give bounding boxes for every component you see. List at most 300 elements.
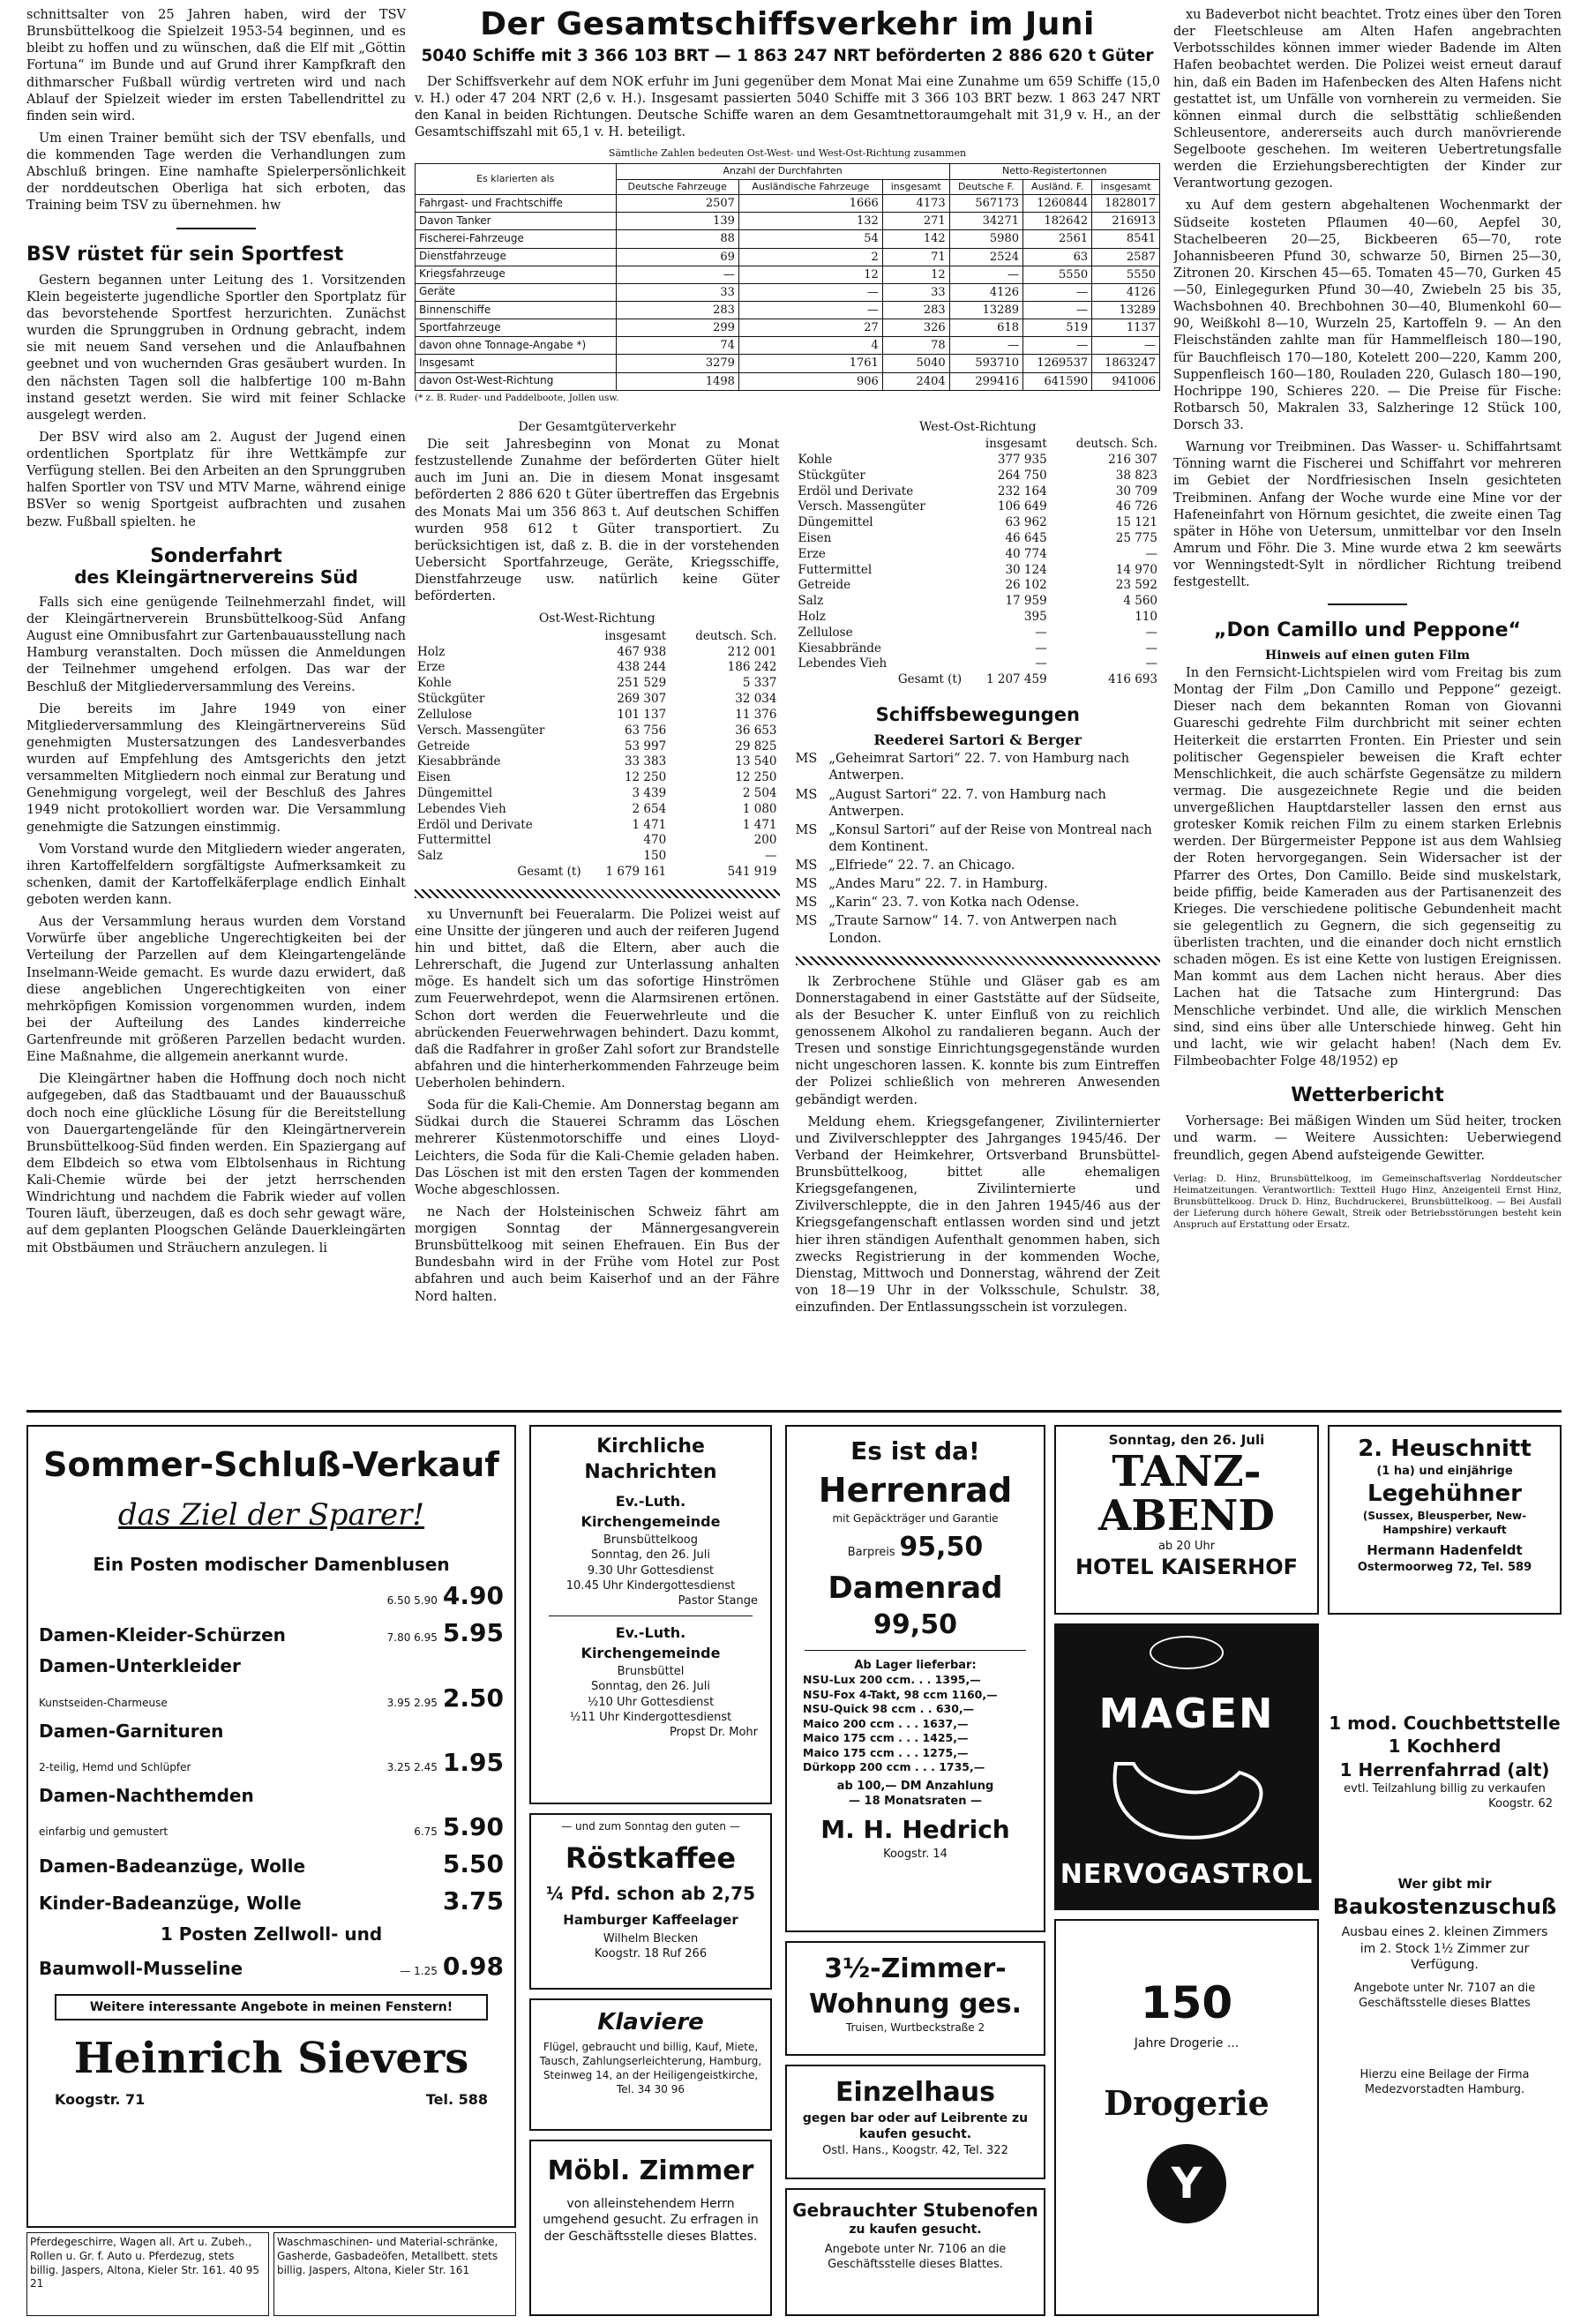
- table-header: insgesamt: [882, 179, 949, 195]
- new-price: 0.98: [442, 1951, 504, 1981]
- ship-text: „Andes Maru“ 22. 7. in Hamburg.: [828, 877, 1048, 892]
- row-label: Salz: [417, 849, 443, 864]
- ad-text: Ausbau eines 2. kleinen Zimmers im 2. Stock 1½ Zimmer zur Verfügung.: [1341, 1925, 1548, 1973]
- table-cell: 283: [616, 301, 738, 319]
- table-cell: 186 242: [727, 660, 777, 675]
- ad-price: ¼ Pfd. schon ab 2,75: [546, 1883, 755, 1905]
- ad-title-2: Damenrad: [828, 1570, 1003, 1606]
- old-price: 3.25 2.45: [386, 1761, 438, 1774]
- ad-moebliertes-zimmer: [529, 2140, 772, 2316]
- ad-item: Damen-Unterkleider: [39, 1655, 241, 1677]
- row-label: Stückgüter: [417, 692, 485, 707]
- ad-firm: Drogerie: [1104, 2083, 1270, 2124]
- headline-camillo: „Don Camillo und Peppone“: [1214, 619, 1521, 642]
- table-cell: 13289: [1092, 301, 1160, 319]
- ad-title: Einzelhaus: [835, 2077, 996, 2108]
- ad-item: 1 Posten Zellwoll- und: [160, 1923, 383, 1945]
- ad-line: 9.30 Uhr Gottesdienst: [587, 1563, 715, 1578]
- table-cell: 283: [882, 301, 949, 319]
- ad-line: ab 20 Uhr: [1157, 1539, 1216, 1553]
- table-cell: 470: [643, 833, 667, 848]
- ad-line: evtl. Teilzahlung billig zu verkaufen: [1344, 1782, 1546, 1796]
- ad-line: 1 Herrenfahrrad (alt): [1339, 1758, 1550, 1780]
- ad-text: Jahre Drogerie ...: [1134, 2036, 1240, 2050]
- ad-owner: Wilhelm Blecken: [603, 1932, 699, 1946]
- table-cell: 5 337: [742, 676, 777, 691]
- ad-line: (Sussex, Bleusperber, New-Hampshire) verkauft: [1362, 1509, 1527, 1536]
- row-label: Insgesamt: [416, 355, 617, 372]
- table-cell: 40 774: [1005, 546, 1047, 561]
- ad-line: Brunsbüttel: [617, 1665, 685, 1679]
- ship-text: „Elfriede“ 22. 7. an Chicago.: [828, 858, 1015, 873]
- table-cell: 12 250: [624, 770, 667, 785]
- ship-text: „Karin“ 23. 7. von Kotka nach Odense.: [828, 896, 1080, 911]
- table-row: [796, 547, 1161, 563]
- table-cell: 23 592: [1115, 578, 1157, 593]
- table-cell: 299416: [949, 372, 1022, 390]
- ad-title-2: Wohnung ges.: [808, 1988, 1022, 2020]
- table-row: [796, 594, 1161, 610]
- table-cell: —: [1023, 337, 1092, 355]
- ad-title-2: Legehühner: [1367, 1481, 1522, 1508]
- ad-line: Sonntag, den 26. Juli: [591, 1680, 710, 1694]
- bike-item: NSU-Fox 4-Takt, 98 ccm 1160,—: [803, 1687, 998, 1701]
- row-label: Holz: [798, 610, 826, 625]
- new-price: 4.90: [442, 1581, 504, 1611]
- table-cell: 63 962: [1005, 515, 1047, 530]
- table-cell: 1 471: [742, 817, 777, 832]
- row-label: Lebendes Vieh: [798, 656, 888, 671]
- table-row: [796, 469, 1161, 484]
- ad-text: Hierzu eine Beilage der Firma Medezvorstadten Hamburg.: [1360, 2068, 1530, 2097]
- bike-list: [787, 1673, 1044, 1775]
- table-row: [796, 531, 1161, 547]
- table-row: [416, 230, 1160, 248]
- table-cell: 32 034: [735, 692, 777, 707]
- new-price: 2.50: [442, 1683, 504, 1713]
- ad-title-2: ABEND: [1098, 1491, 1275, 1541]
- table-cell: 200: [753, 833, 777, 848]
- article-text: Aus der Versammlung heraus wurden dem Vorstand Vorwürfe über angebliche Ungerechtigkeiten bei der Verteilung der Parzellen auf dem Kleingartengelände Inselmann-Weide gemacht. Es wurde dazu erwidert, daß diese angeblichen Ungerechtigkeiten von einer mehrköpfigen Komission vorgenommen wurden, indem bei der Aufteilung des Landes kinderreiche Gartenfreunde mit größeren Parzellen bedacht wurden. Eine Maßnahme, die allgemein anerkannt wurde.: [26, 915, 406, 1065]
- table-row: [415, 802, 780, 818]
- subheadline-ost-west: Ost-West-Richtung: [538, 611, 655, 626]
- ship-prefix: MS: [795, 822, 818, 837]
- ad-nervogastrol: [1054, 1623, 1319, 1910]
- table-cell: 4126: [949, 283, 1022, 301]
- table-row: [415, 660, 780, 676]
- weather-text: Vorhersage: Bei mäßigen Winden um Süd heiter, trocken und warm. — Weitere Aussichten: Ueberwiegend freundlich, gegen Abend aufsteigende Gewitter.: [1173, 1114, 1562, 1163]
- table-cell: —: [1023, 283, 1092, 301]
- table-cell: 1863247: [1092, 355, 1160, 372]
- table-cell: 2 654: [632, 801, 667, 816]
- table-cell: 46 726: [1115, 499, 1157, 514]
- row-label: Gesamt (t): [517, 865, 581, 879]
- table-cell: 395: [1023, 610, 1047, 625]
- table-cell: 593710: [949, 355, 1022, 372]
- table-cell: —: [1145, 641, 1157, 656]
- price-row: [28, 1720, 514, 1743]
- row-label: Binnenschiffe: [416, 301, 617, 319]
- price-row: [28, 1654, 514, 1677]
- ad-title: TANZ-: [1112, 1446, 1262, 1496]
- table-row: [796, 499, 1161, 515]
- ad-line: Ab Lager lieferbar:: [854, 1659, 977, 1672]
- ad-roestkaffee: [529, 1813, 772, 1990]
- table-row: [415, 676, 780, 692]
- lead-text: Der Schiffsverkehr auf dem NOK erfuhr im Juni gegenüber dem Monat Mai eine Zunahme um 659 Schiffe (15,0 v. H.) oder 47 204 NRT (2,6 v. H.). Insgesamt passierten 5040 Schiffe mit 3 366 103 BRT bezw. 1 863 247 NRT den Kanal in beiden Richtungen. Deutsche Schiffe waren an dem Gesamtnettoraumgehalt mit 31,9 v. H., an der Gesamtschiffszahl mit 65,1 v. H. beteiligt.: [415, 75, 1160, 140]
- table-row: [796, 484, 1161, 500]
- table-cell: —: [1092, 337, 1160, 355]
- headline-bsv: BSV rüstet für sein Sportfest: [26, 243, 344, 266]
- ad-tanzabend: [1054, 1425, 1319, 1615]
- row-label: Kohle: [417, 676, 452, 691]
- ad-title: 2. Heuschnitt: [1358, 1436, 1532, 1462]
- ad-item: Damen-Badeanzüge, Wolle: [39, 1855, 306, 1878]
- table-cell: 88: [616, 230, 738, 248]
- ad-waschmaschinen: [273, 2232, 516, 2316]
- table-cell: 1 080: [742, 801, 777, 816]
- table-header: deutsch. Sch.: [1075, 437, 1157, 452]
- row-label: Kiesabbrände: [798, 641, 881, 656]
- table-cell: 101 137: [617, 707, 667, 722]
- traffic-table: [415, 163, 1160, 391]
- ship-text: „Konsul Sartori“ auf der Reise von Montreal nach dem Kontinent.: [828, 822, 1152, 854]
- row-label: Zellulose: [417, 707, 473, 722]
- ad-title: Klaviere: [597, 2009, 704, 2035]
- ornament-divider: [415, 889, 780, 898]
- ad-firm: Heinrich Sievers: [73, 2034, 469, 2084]
- table-cell: 271: [882, 213, 949, 230]
- ad-title: MAGEN: [1098, 1690, 1275, 1737]
- price-row: [28, 1811, 514, 1844]
- table-cell: 142: [882, 230, 949, 248]
- table-row: [416, 266, 1160, 283]
- ad-address: Ostl. Hans., Koogstr. 42, Tel. 322: [822, 2143, 1008, 2157]
- bike-item: NSU-Lux 200 ccm. . . 1395,—: [803, 1673, 981, 1687]
- table-cell: 38 823: [1115, 468, 1157, 483]
- ad-herrenrad: [785, 1425, 1045, 1932]
- table-row: [415, 645, 780, 661]
- table-cell: —: [1023, 301, 1092, 319]
- ad-subtitle: das Ziel der Sparer!: [117, 1497, 425, 1533]
- ad-line: Sonntag, den 26. Juli: [1108, 1432, 1265, 1448]
- table-cell: 567173: [949, 195, 1022, 213]
- subcol-right: [796, 414, 1161, 1323]
- row-label: Erdöl und Derivate: [798, 484, 914, 499]
- table-cell: 618: [949, 319, 1022, 337]
- imprint: Verlag: D. Hinz, Brunsbüttelkoog, im Gemeinschaftsverlag Norddeutscher Heimatzeitungen. Verantwortlich: Textteil Hugo Hinz, Anzeigenteil Ernst Hinz, Brunsbüttelkoog. Druck D. Hinz, Buchdruckerei, Brunsbüttelkoog. — Bei Ausfall der Lieferung durch höhere Gewalt, Streik oder Betriebsstörungen besteht kein Anspruch auf Erstattung oder Ersatz.: [1173, 1173, 1562, 1231]
- table-cell: 71: [882, 248, 949, 266]
- table-cell: —: [1035, 625, 1047, 640]
- old-price: 6.75: [414, 1825, 438, 1839]
- table-cell: 2587: [1092, 248, 1160, 266]
- table-cell: —: [1145, 625, 1157, 640]
- west-ost-table: [796, 437, 1161, 688]
- price-row: [28, 1747, 514, 1780]
- ad-brand: NERVOGASTROL: [1060, 1858, 1314, 1890]
- table-cell: 63: [1023, 248, 1092, 266]
- table-cell: 1666: [738, 195, 882, 213]
- article-text: lk Zerbrochene Stühle und Gläser gab es am Donnerstagabend in einer Gaststätte auf der Südseite, als der Besucher K. unter Einfluß von zu reichlich genossenem Alkohol zu randalieren begann. Auch der Tresen und sonstige Einrichtungsgegenstände wurden nicht ungeschoren lassen. K. konnte bis zum Eintreffen der Polizei schließlich von mehreren Anwesenden gebändigt werden.: [795, 974, 1160, 1107]
- table-cell: 416 693: [1108, 672, 1157, 687]
- table-cell: 110: [1135, 610, 1157, 625]
- price-row: [28, 1885, 514, 1918]
- ship-text: „Traute Sarnow“ 14. 7. von Antwerpen nach London.: [828, 914, 1117, 946]
- table-cell: 438 244: [617, 660, 667, 675]
- ost-west-table: [415, 629, 780, 881]
- table-cell: —: [616, 266, 738, 283]
- table-row: [416, 337, 1160, 355]
- row-label: Futtermittel: [798, 562, 873, 577]
- table-cell: 326: [882, 319, 949, 337]
- table-row: [415, 818, 780, 834]
- ship-prefix: MS: [795, 858, 818, 873]
- article-text: Soda für die Kali-Chemie. Am Donnerstag begann am Südkai durch die Stauerei Schramm das Löschen mehrerer Küstenmotorschiffe und eines Lloyd-Leichters, die Soda für die Kali-Chemie geladen haben. Das Löschen ist mit den ersten Tagen der kommenden Woche abgeschlossen.: [415, 1098, 780, 1197]
- table-cell: 106 649: [997, 499, 1047, 514]
- table-cell: 132: [738, 213, 882, 230]
- ad-label: Barpreis: [847, 1545, 895, 1559]
- article-text: xu Unvernunft bei Feueralarm. Die Polizei weist auf eine Unsitte der jüngeren und auch der reiferen Jugend hin und bittet, daß die Eltern, aber auch die Lehrerschaft, die Jugend zur Unterlassung anhalten möge. Es handelt sich um das sofortige Hinströmen zum Feuerwehrdepot, wenn die Alarmsirenen ertönen. Schon dort werden die Feuerwehrleute und die abrückenden Feuerwehrwagen behindert. Dazu kommt, daß die Radfahrer in großer Zahl sofort zur Brandstelle abfahren und die hinterherkommenden Fahrzeuge beim Ueberholen behindern.: [415, 907, 780, 1091]
- table-row: [796, 641, 1161, 657]
- price-row: [28, 1848, 514, 1881]
- table-row: [415, 739, 780, 755]
- table-header: deutsch. Sch.: [695, 628, 777, 643]
- table-cell: 1 471: [632, 817, 667, 832]
- ad-firm: Hermann Hadenfeldt: [1367, 1542, 1523, 1559]
- ad-line: Pastor Stange: [678, 1593, 758, 1608]
- table-header: insgesamt: [604, 628, 667, 643]
- ship-prefix: MS: [795, 877, 818, 892]
- table-cell: 216913: [1092, 213, 1160, 230]
- row-label: Holz: [417, 644, 446, 659]
- table-cell: 54: [738, 230, 882, 248]
- article-text: In den Fernsicht-Lichtspielen wird vom Freitag bis zum Montag der Film „Don Camillo und Peppone“ gezeigt. Dieser nach dem bekannten Roman von Giovanni Guareschi gedrehte Film durchbricht mit seiner echten Heiterkeit die erstarrten Fronten. Ein Priester und sein politischer Gegenspieler beweisen die Kraft echter Menschlichkeit, die auch schärfste Gegensätze zu mildern vermag. Die ausgezeichnete Regie und die beiden unvergeßlichen Hauptdarsteller lassen den ernst aus grotesker Komik reichen Film zu einem starken Erlebnis werden. Der Bürgermeister Peppone ist aus dem Wahlsieg der Roten hervorgegangen. Sein Widersacher ist der Pfarrer des Ortes, Don Camillo. Beide sind muskelstark, beide pfiffig, beide Kameraden aus der Partisanenzeit des Krieges. Die verschiedene politische Gebundenheit macht sie gelegentlich zu Gegnern, die sich gegenseitig zu überlisten trachten, und die einander doch nicht ernstlich schaden mögen. Es ist eine Kette von lustigen Ereignissen. Man kommt aus dem Lachen nicht heraus. Aber dies Lachen hat die Tatsache zum Hintergrund: Das Menschliche verbindet. Und alle, die wirklich Menschen sind, sind eins über alle Unterschiede hinweg. Geht hin und lacht, wie wir gelacht haben! (Nach dem Ev. Filmbeobachter Folge 48/1952) ep: [1173, 666, 1562, 1068]
- table-cell: 26 102: [1005, 578, 1047, 593]
- subheadline-gueterverkehr: Der Gesamtgüterverkehr: [518, 419, 676, 434]
- table-row: [796, 563, 1161, 579]
- ad-text: Waschmaschinen- und Material-schränke, Gasherde, Gasbadeöfen, Metallbett. stets billig. Jaspers, Altona, Kieler Str. 161: [277, 2236, 498, 2276]
- ad-address: Ostermoorweg 72, Tel. 589: [1357, 1561, 1532, 1575]
- separator: [176, 228, 256, 229]
- article-text: Der BSV wird also am 2. August der Jugend einen ordentlichen Sportplatz für ihre Wettkämpfe zur Verfügung stellen. Bei den Arbeiten an den Sprunggruben halfen Sportler von TSV und MTV Marne, während einige BSVer so wenig Sportgeist aufbrachten und zusahen bezw. Fußball spielten. he: [26, 430, 406, 529]
- article-text: Um einen Trainer bemüht sich der TSV ebenfalls, und die kommenden Tage werden die Verhandlungen zum Abschluß bringen. Eine namhafte Spielerpersönlichkeit der norddeutschen Oberliga hat sich erboten, das Training beim TSV zu übernehmen. hw: [26, 131, 406, 214]
- table-cell: 519: [1023, 319, 1092, 337]
- center-subcolumns: [415, 414, 1160, 1323]
- ship-item: [796, 751, 1161, 784]
- ad-address: Truisen, Wurtbeckstraße 2: [845, 2021, 985, 2035]
- table-cell: 4: [738, 337, 882, 355]
- price-row: [28, 1617, 514, 1650]
- ad-item: Damen-Garnituren: [39, 1720, 224, 1742]
- article-text: Warnung vor Treibminen. Das Wasser- u. Schiffahrtsamt Tönning warnt die Fischerei und Schiffahrt vor mehreren im Gebiet der Nordfriesischen Inseln gesichteten Treibminen. Anfang der Woche wurde eine Mine vor der Hafeneinfahrt von Hörnum gesichtet, die zweite einen Tag später in Höhe von Uetersum, unmittelbar vor den Inseln Amrum und Föhr. Die 3. Mine wurde etwa 2 km seewärts vor Wenningstedt-Sylt in nördlicher Richtung treibend festgestellt.: [1173, 440, 1562, 590]
- table-row: [416, 372, 1160, 390]
- table-cell: 34271: [949, 213, 1022, 230]
- table-cell: 12: [738, 266, 882, 283]
- price-row: [28, 1580, 514, 1613]
- headline-wetter: Wetterbericht: [1291, 1084, 1444, 1107]
- ad-wohnung: [785, 1941, 1045, 2056]
- table-cell: 30 709: [1115, 484, 1157, 499]
- article-text: Die seit Jahresbeginn von Monat zu Monat festzustellende Zunahme der beförderten Güter hielt auch im Juni an. Die in diesem Monat insgesamt beförderten 2 886 620 t Güter übertreffen das Ergebnis des Monats Mai um 356 863 t. Auf deutschen Schiffen wurden 958 612 t Güter transportiert. Zu berücksichtigen ist, daß z. B. die in der vorstehenden Uebersicht Sportfahrzeuge, Geräte, Kriegsschiffe, Dienstfahrzeuge usw. natürlich keine Güter beförderten.: [415, 438, 780, 604]
- table-cell: 25 775: [1115, 530, 1157, 545]
- table-cell: 27: [738, 319, 882, 337]
- table-cell: —: [1035, 656, 1047, 671]
- ship-text: „Geheimrat Sartori“ 22. 7. von Hamburg nach Antwerpen.: [828, 752, 1130, 783]
- table-row: [415, 692, 780, 708]
- table-cell: 139: [616, 213, 738, 230]
- separator: [1328, 603, 1407, 605]
- table-row: [416, 283, 1160, 301]
- ad-line: Kirchengemeinde: [581, 1645, 721, 1662]
- ad-title: Gebrauchter Stubenofen: [792, 2200, 1038, 2221]
- traffic-table-body: [416, 195, 1160, 391]
- article-text: Falls sich eine genügende Teilnehmerzahl findet, will der Kleingärtnerverein Brunsbüttelkoog-Süd Anfang August eine Omnibusfahrt zur Gartenbauausstellung nach Hamburg veranstalten. Doch müssen die Anmeldungen der Teilnehmer umgehend erfolgen. Das war der Beschluß der Mitgliederversammlung des Vereins.: [26, 595, 406, 694]
- article-text: Gestern begannen unter Leitung des 1. Vorsitzenden Klein begeisterte jugendliche Sportler den Sportplatz für das bevorstehende Sportfest herzurichten. Zunächst wurden die Sprunggruben in Ordnung gebracht, indem sie mit neuem Sand versehen und die Anlaufbahnen geebnet und von wuchernden Gras gesäubert wurden. In den nächsten Tagen soll die halbfertige 100 m-Bahn instand gesetzt werden. Sie wird mit feiner Schlacke ausgelegt werden.: [26, 273, 406, 423]
- west-ost-body: [796, 453, 1161, 688]
- old-price: 3.95 2.95: [386, 1696, 438, 1709]
- row-label: Eisen: [798, 530, 832, 545]
- column-center: [415, 7, 1160, 1406]
- table-row: [416, 195, 1160, 213]
- ship-item: [796, 876, 1161, 893]
- table-row: [416, 213, 1160, 230]
- article-text: Vom Vorstand wurde den Mitgliedern wieder angeraten, ihren Kartoffelfeldern sorgfältigste Aufmerksamkeit zu schenken, damit der Kartoffelkäferplage endlich Einhalt geboten werden kann.: [26, 842, 406, 908]
- table-cell: 467 938: [617, 644, 667, 659]
- bike-item: Maico 175 ccm . . . 1425,—: [803, 1731, 969, 1745]
- row-label: Geräte: [416, 283, 617, 301]
- row-label: Getreide: [798, 578, 851, 593]
- table-cell: 1761: [738, 355, 882, 372]
- table-row: [415, 754, 780, 770]
- ad-title: Kirchliche Nachrichten: [584, 1436, 717, 1484]
- table-cell: 3279: [616, 355, 738, 372]
- ad-item-detail: einfarbig und gemustert: [39, 1825, 169, 1839]
- ad-line: Ev.-Luth.: [615, 1624, 686, 1642]
- drogerie-logo-icon: Y: [1147, 2144, 1226, 2223]
- row-label: Zellulose: [798, 625, 853, 640]
- total-row: [796, 672, 1161, 688]
- old-price: 6.50 5.90: [386, 1594, 438, 1608]
- ad-heuschnitt: [1328, 1425, 1562, 1615]
- ad-title: Möbl. Zimmer: [547, 2155, 754, 2186]
- ost-west-body: [415, 645, 780, 881]
- ad-line: (1 ha) und einjährige: [1376, 1465, 1513, 1479]
- ship-list: [796, 751, 1161, 947]
- new-price: 5.90: [442, 1812, 504, 1842]
- table-row: [415, 833, 780, 849]
- ad-address: Koogstr. 18 Ruf 266: [594, 1947, 708, 1961]
- bike-item: NSU-Quick 98 ccm . . 630,—: [803, 1702, 975, 1716]
- column-left: [26, 7, 406, 1406]
- old-price: 7.80 6.95: [386, 1631, 438, 1645]
- table-cell: 4173: [882, 195, 949, 213]
- table-header: Ausländ. F.: [1023, 179, 1092, 195]
- table-row: [796, 656, 1161, 672]
- ad-title: 3½-Zimmer-: [824, 1953, 1007, 1984]
- table-row: [796, 626, 1161, 641]
- article-text: Die bereits im Jahre 1949 von einer Mitgliederversammlung des Kleingärtnervereins Süd genehmigten Mustersatzungen des Landesverbandes wurden auf Empfehlung des Amtsgerichts den jetzt versammelten Mitgliedern noch einmal zur Beratung und Genehmigung vorgelegt, weil der Beschluß des Jahres 1949 nicht protokolliert worden war. Die Versammlung genehmigte die Satzungen einstimmig.: [26, 701, 406, 835]
- ad-title: Baukostenzuschuß: [1332, 1893, 1557, 1919]
- ship-item: [796, 787, 1161, 821]
- row-label: Fischerei-Fahrzeuge: [416, 230, 617, 248]
- table-cell: 216 307: [1108, 452, 1157, 467]
- main-subheadline: 5040 Schiffe mit 3 366 103 BRT — 1 863 247 NRT beförderten 2 886 620 t Güter: [421, 46, 1154, 65]
- table-cell: 2 504: [742, 785, 777, 800]
- table-cell: 5040: [882, 355, 949, 372]
- table-row: [416, 301, 1160, 319]
- ad-number: 150: [1140, 1977, 1233, 2028]
- subheadline-reederei: Reederei Sartori & Berger: [873, 731, 1082, 749]
- ad-firm: Hamburger Kaffeelager: [563, 1912, 738, 1929]
- row-label: Getreide: [417, 738, 470, 753]
- table-cell: 232 164: [997, 484, 1047, 499]
- ad-line: 1 Kochherd: [1388, 1736, 1502, 1758]
- table-cell: 906: [738, 372, 882, 390]
- ad-line: Sonntag, den 26. Juli: [591, 1548, 710, 1563]
- table-cell: 2507: [616, 195, 738, 213]
- column-right: [1173, 7, 1562, 1406]
- stomach-icon: [1081, 1746, 1292, 1852]
- table-cell: 264 750: [997, 468, 1047, 483]
- ad-item: Damen-Kleider-Schürzen: [39, 1624, 286, 1646]
- table-cell: 69: [616, 248, 738, 266]
- row-label: Versch. Massengüter: [417, 723, 545, 738]
- table-caption: Sämtliche Zahlen bedeuten Ost-West- und West-Ost-Richtung zusammen: [608, 146, 967, 159]
- ad-einzelhaus: [785, 2065, 1045, 2179]
- row-label: Davon Tanker: [416, 213, 617, 230]
- row-label: Salz: [798, 594, 824, 609]
- ship-item: [796, 913, 1161, 947]
- table-row: [416, 248, 1160, 266]
- table-cell: 5980: [949, 230, 1022, 248]
- table-cell: —: [949, 337, 1022, 355]
- table-row: [796, 578, 1161, 594]
- article-text: xu Badeverbot nicht beachtet. Trotz eines über den Toren der Fleetschleuse am Alten Hafen angebrachten Verbotsschildes können immer wieder Badende im Alten Hafen beobachtet werden. Die Polizei weist erneut darauf hin, daß ein Baden im Hafenbecken des Alten Hafens nicht gestattet ist, um Unfälle von vornherein zu vermeiden. Sie können einmal durch die selbsttätig schließenden Schleusentore, andererseits auch durch manövrierende Segelboote geschehen. Im weiteren Uebertretungsfalle werden die Erziehungsberechtigten der Kinder zur Verantwortung gezogen.: [1173, 8, 1562, 191]
- table-cell: 33: [882, 283, 949, 301]
- table-cell: —: [765, 849, 777, 864]
- ad-phone: Tel. 588: [425, 2091, 488, 2109]
- table-cell: 13 540: [735, 754, 777, 769]
- table-cell: 5550: [1092, 266, 1160, 283]
- ad-line: mit Gepäckträger und Garantie: [832, 1512, 999, 1526]
- row-label: Eisen: [417, 770, 451, 785]
- ad-baukostenzuschuss: [1328, 1870, 1562, 2316]
- ad-drogerie: [1054, 1919, 1319, 2316]
- table-cell: —: [949, 266, 1022, 283]
- new-price: 5.95: [442, 1618, 504, 1648]
- table-cell: 1260844: [1023, 195, 1092, 213]
- table-header: Es klarierten als: [416, 164, 617, 195]
- ornament-divider: [796, 956, 1161, 965]
- subcol-left: [415, 414, 780, 1323]
- ad-kirchliche-nachrichten: [529, 1425, 772, 1804]
- table-cell: 30 124: [1005, 562, 1047, 577]
- table-cell: 4126: [1092, 283, 1160, 301]
- ad-line: — und zum Sonntag den guten —: [561, 1820, 740, 1833]
- ad-line: Es ist da!: [850, 1436, 980, 1466]
- table-header: Netto-Registertonnen: [949, 164, 1159, 180]
- table-cell: 541 919: [727, 865, 777, 879]
- table-cell: 2404: [882, 372, 949, 390]
- ad-line: Kirchengemeinde: [581, 1513, 721, 1531]
- table-cell: —: [1145, 546, 1157, 561]
- table-row: [796, 453, 1161, 469]
- table-cell: 1828017: [1092, 195, 1160, 213]
- table-cell: 299: [616, 319, 738, 337]
- ad-line: ab 100,— DM Anzahlung: [836, 1779, 994, 1793]
- ad-address: Koogstr. 71: [55, 2091, 146, 2109]
- main-headline: Der Gesamtschiffsverkehr im Juni: [480, 7, 1095, 42]
